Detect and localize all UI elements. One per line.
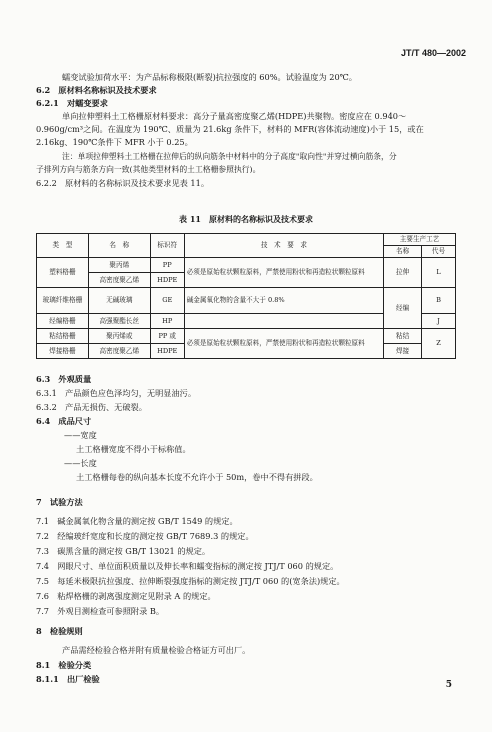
width-dash: ——宽度 bbox=[64, 430, 97, 440]
type-glassfiber-grid: 玻璃纤维格栅 bbox=[37, 288, 89, 314]
id-pp: PP bbox=[150, 258, 184, 273]
name-hdpe: 高密度聚乙烯 bbox=[88, 273, 150, 288]
length-dash: ——长度 bbox=[64, 458, 97, 468]
width-text: 土工格栅宽度不得小于标称值。 bbox=[76, 444, 191, 454]
code-z: Z bbox=[422, 329, 456, 359]
paragraph-line-3: 2.16kg、190℃条件下 MFR 小于 0.25。 bbox=[36, 137, 193, 147]
length-text: 土工格栅每卷的纵向基本长度不允许小于 50m，卷中不得有拼段。 bbox=[76, 472, 318, 482]
section-7-3: 7.3 碳黑含量的测定按 GB/T 13021 的规定。 bbox=[36, 546, 211, 556]
type-bonded-grid: 粘结格栅 bbox=[37, 329, 89, 344]
name-pp-or: 聚丙烯或 bbox=[88, 329, 150, 344]
req-plastic: 必须是原始粒状颗粒原料，严禁使用粉状和再造粒状颗粒原料 bbox=[184, 258, 383, 288]
req-bonded-welded: 必须是原始粒状颗粒原料，严禁使用粉状和再造粒状颗粒原料 bbox=[184, 329, 383, 359]
materials-table bbox=[36, 233, 456, 359]
paragraph-line-1: 单向拉伸塑料土工格栅原材料要求：高分子量高密度聚乙烯(HDPE)共聚物。密度应在 0.940～ bbox=[62, 111, 407, 121]
section-7-title: 7 试验方法 bbox=[36, 497, 83, 507]
id-hdpe: HDPE bbox=[150, 273, 184, 288]
proc-bond: 粘结 bbox=[384, 329, 422, 344]
header-requirements: 技 术 要 求 bbox=[184, 234, 383, 258]
name-alkali-free-glass: 无碱玻璃 bbox=[88, 288, 150, 314]
section-6-2-1-heading: 6.2.1 对蠕变要求 bbox=[36, 98, 108, 108]
code-l: L bbox=[422, 258, 456, 288]
page-number: 5 bbox=[445, 680, 452, 690]
code-j: J bbox=[422, 314, 456, 329]
type-welded-grid: 焊接格栅 bbox=[37, 344, 89, 359]
id-hp: HP bbox=[150, 314, 184, 329]
creep-load-text: 蠕变试验加荷水平：为产品标称极限(断裂)抗拉强度的 60%。试验温度为 20℃。 bbox=[62, 72, 357, 82]
section-8-title: 8 检验规则 bbox=[36, 626, 83, 636]
section-6-2-2-text: 6.2.2 原材料的名称标识及技术要求见表 11。 bbox=[36, 178, 210, 188]
section-7-2: 7.2 经编玻纤宽度和长度的测定按 GB/T 7689.3 的规定。 bbox=[36, 531, 254, 541]
name-pp: 聚丙烯 bbox=[88, 258, 150, 273]
proc-stretch: 拉伸 bbox=[384, 258, 422, 288]
id-hdpe-2: HDPE bbox=[150, 344, 184, 359]
section-6-2-heading: 6.2 原材料名称标识及技术要求 bbox=[36, 85, 157, 95]
section-7-1: 7.1 碱金属氧化物含量的测定按 GB/T 1549 的规定。 bbox=[36, 516, 238, 526]
header-process: 主要生产工艺 bbox=[384, 234, 456, 246]
type-plastic-grid: 塑料格栅 bbox=[37, 258, 89, 288]
section-8-1-heading: 8.1 检验分类 bbox=[36, 660, 92, 670]
section-7-4: 7.4 网眼尺寸、单位面积质量以及伸长率和蠕变指标的测定按 JTJ/T 060 的规定。 bbox=[36, 561, 339, 571]
table-caption: 表 11 原材料的名称标识及技术要求 bbox=[179, 214, 313, 224]
name-hdpe-2: 高密度聚乙烯 bbox=[88, 344, 150, 359]
section-7-5: 7.5 每延米极限抗拉强度、拉伸断裂强度指标的测定按 JTJ/T 060 的(宽条法)规定。 bbox=[36, 576, 345, 586]
section-6-3-2-text: 6.3.2 产品无损伤、无破裂。 bbox=[36, 402, 147, 412]
section-8-paragraph: 产品需经检验合格并附有质量检验合格证方可出厂。 bbox=[62, 645, 251, 655]
note-line-1: 注：单项拉伸塑料土工格栅在拉伸后的纵向筋条中材料中的分子高度"取向性"并穿过横向筋条，分 bbox=[62, 152, 397, 161]
header-process-name: 名称 bbox=[384, 246, 422, 258]
header-name: 名 称 bbox=[88, 234, 150, 258]
id-ge: GE bbox=[150, 288, 184, 314]
name-polyester: 高强聚酯长丝 bbox=[88, 314, 150, 329]
section-6-3-heading: 6.3 外观质量 bbox=[36, 374, 92, 384]
section-6-3-1-text: 6.3.1 产品颜色应色泽均匀，无明显油污。 bbox=[36, 388, 197, 398]
type-warp-knit-grid: 经编格栅 bbox=[37, 314, 89, 329]
req-polyester-empty bbox=[184, 314, 383, 329]
doc-code: JT/T 480—2002 bbox=[400, 48, 466, 58]
note-line-2: 子排列方向与筋条方向一致(其他类型材料的土工格栅参照执行)。 bbox=[36, 165, 261, 174]
section-7-6: 7.6 粘焊格栅的剥离强度测定见附录 A 的规定。 bbox=[36, 591, 216, 601]
header-type: 类 型 bbox=[37, 234, 89, 258]
id-pp-or: PP 或 bbox=[150, 329, 184, 344]
section-6-4-heading: 6.4 成品尺寸 bbox=[36, 416, 92, 426]
header-identifier: 标识符 bbox=[150, 234, 184, 258]
paragraph-line-2: 0.960g/cm³之间。在温度为 190℃、质量为 21.6kg 条件下，材料的 MFR(容体流动速度)小于 15，或在 bbox=[36, 124, 424, 134]
header-process-code: 代号 bbox=[422, 246, 456, 258]
code-b: B bbox=[422, 288, 456, 314]
proc-weld: 焊接 bbox=[384, 344, 422, 359]
proc-warp-knit: 经编 bbox=[384, 288, 422, 329]
req-glassfiber: 碱金属氧化物的含量不大于 0.8% bbox=[184, 288, 383, 314]
section-8-1-1-heading: 8.1.1 出厂检验 bbox=[36, 674, 100, 684]
section-7-7: 7.7 外观目测检查可参照附录 B。 bbox=[36, 606, 165, 616]
